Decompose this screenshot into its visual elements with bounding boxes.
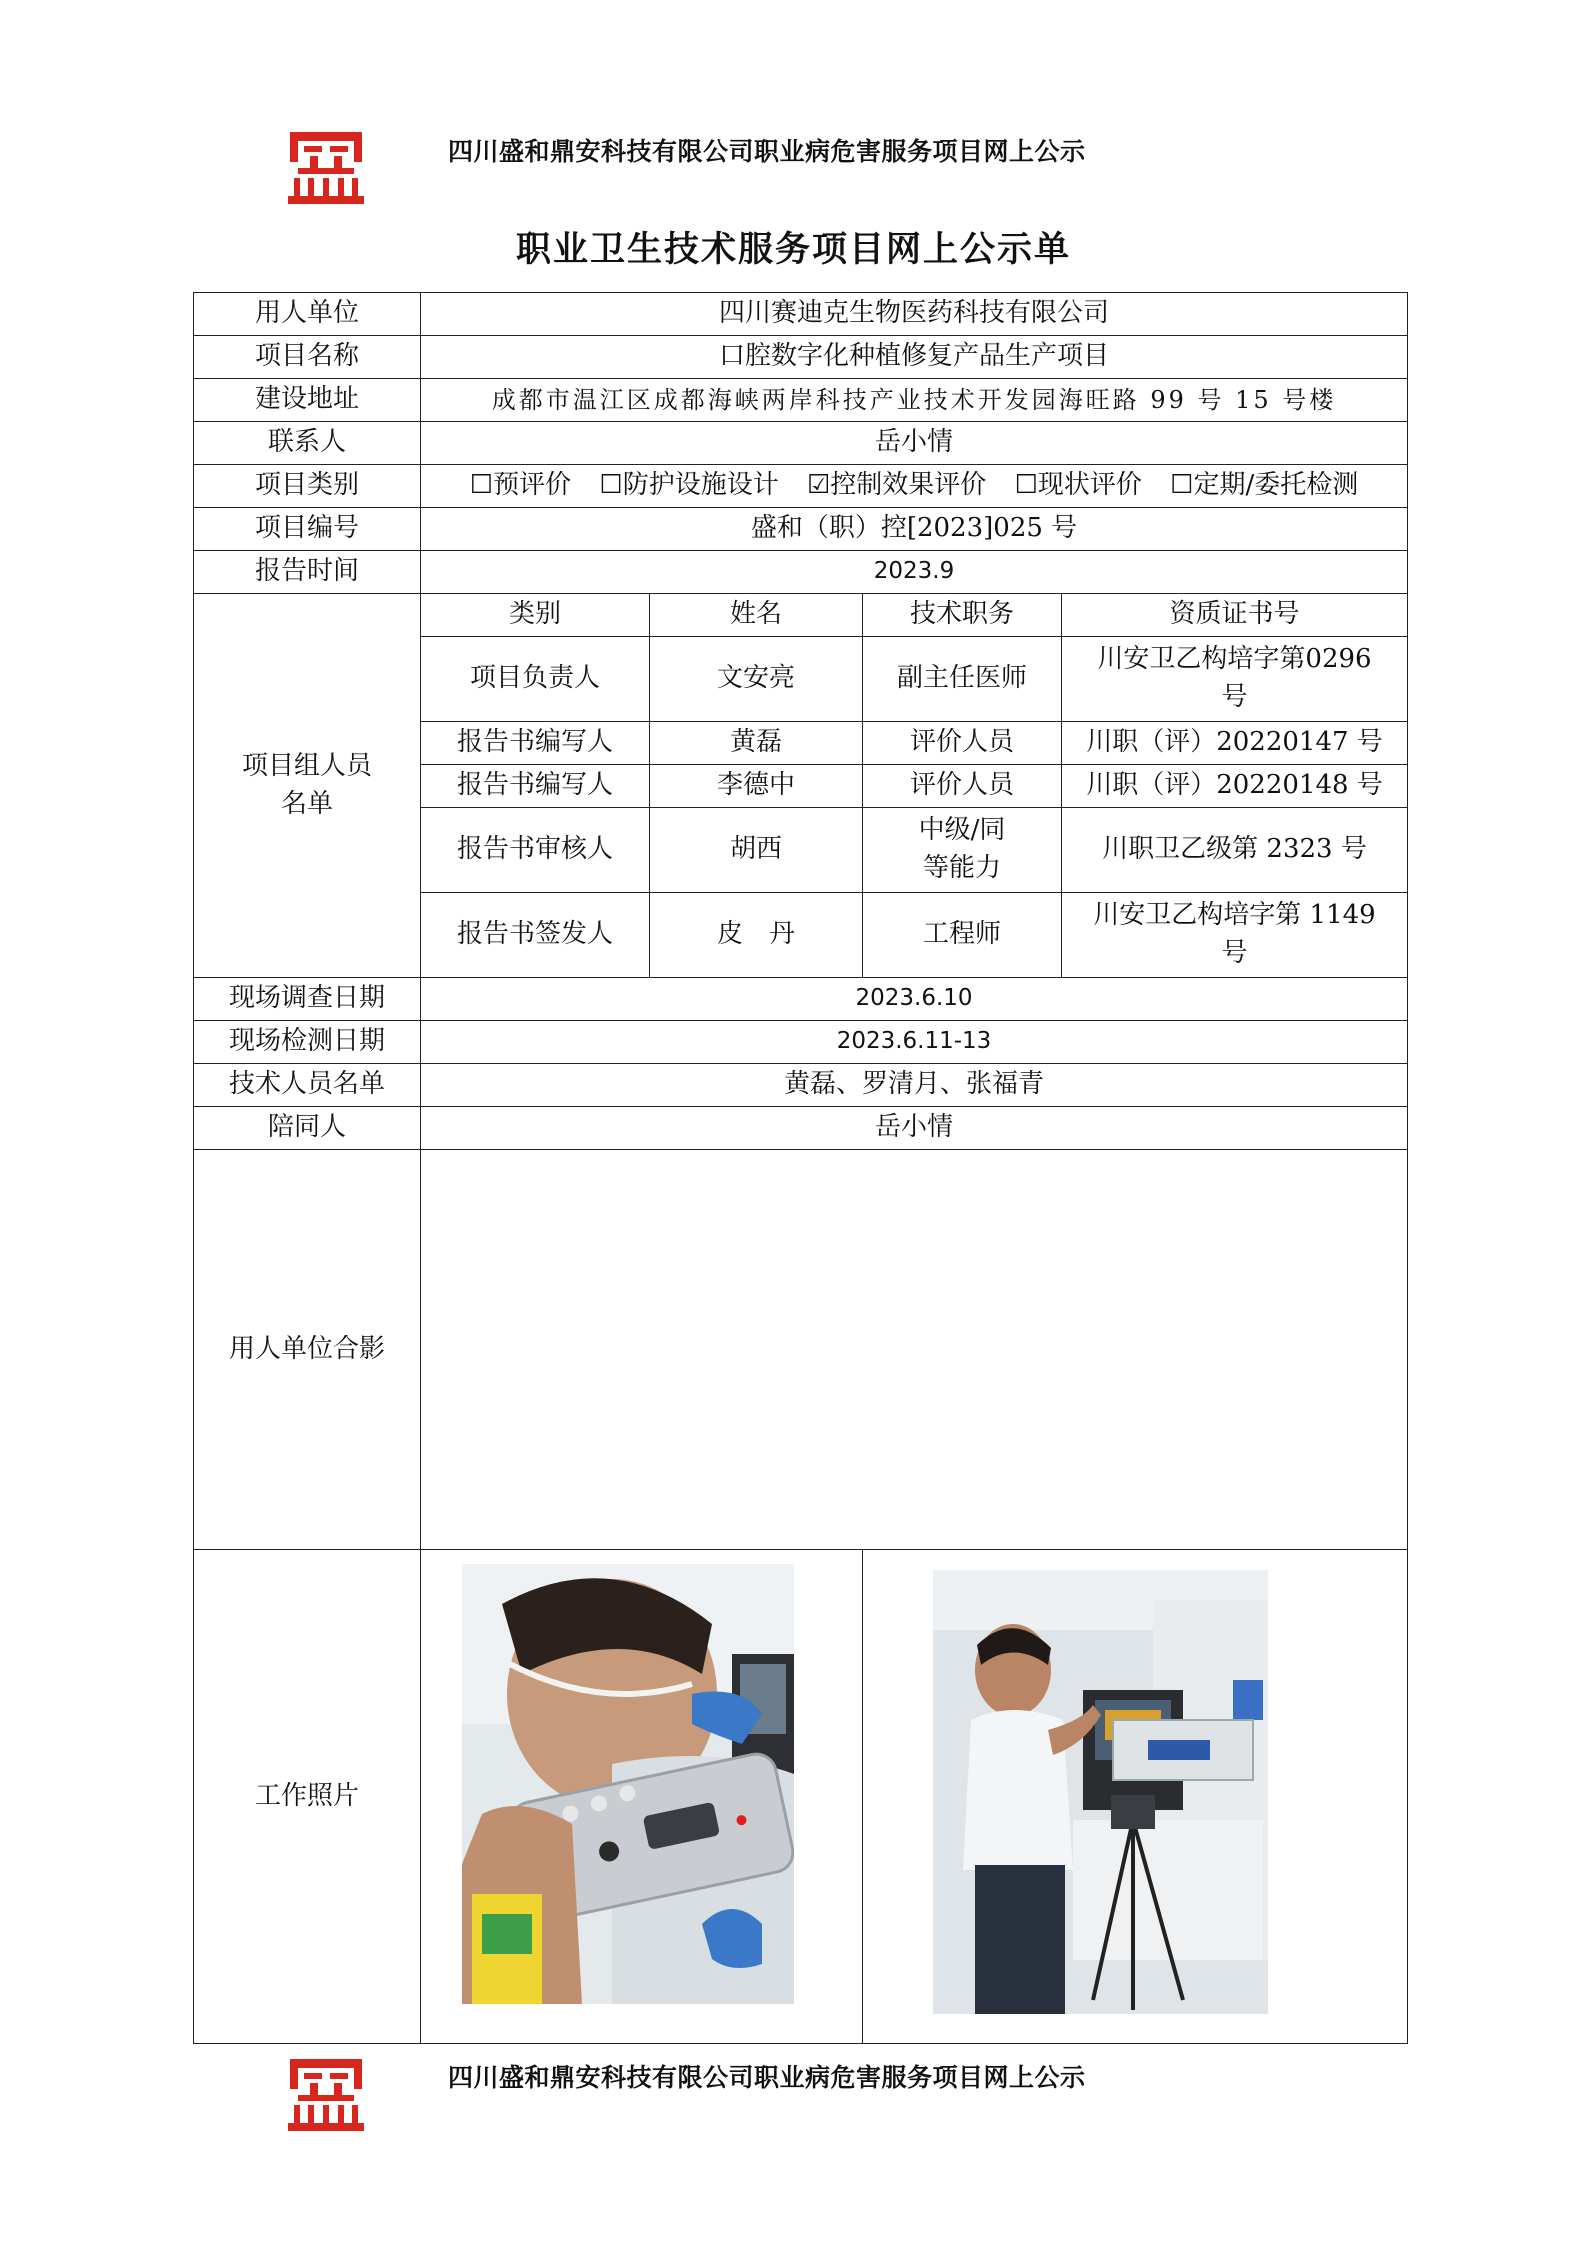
survey-date-value: 2023.6.10: [421, 978, 1408, 1021]
row-group-photo: [194, 1150, 1408, 1550]
project-no-label: 项目编号: [194, 508, 421, 551]
report-time-value: 2023.9: [421, 551, 1408, 594]
member-cert: 川职（评）20220148 号: [1062, 765, 1408, 808]
project-name-label: 项目名称: [194, 336, 421, 379]
team-header-cert: 资质证书号: [1062, 594, 1408, 637]
category-option-periodic-testing[interactable]: ☐定期/委托检测: [1170, 470, 1359, 501]
row-report-time: [194, 551, 1408, 594]
group-photo-label: 用人单位合影: [194, 1150, 421, 1550]
member-name: 皮 丹: [650, 893, 863, 978]
technicians-label: 技术人员名单: [194, 1064, 421, 1107]
row-test-date: [194, 1021, 1408, 1064]
project-name-value: 口腔数字化种植修复产品生产项目: [421, 336, 1408, 379]
member-cert: 川安卫乙构培字第 1149号: [1062, 893, 1408, 978]
member-title: 中级/同等能力: [863, 808, 1062, 893]
category-label: 项目类别: [194, 465, 421, 508]
row-technicians: [194, 1064, 1408, 1107]
member-role: 报告书编写人: [421, 765, 650, 808]
member-name: 李德中: [650, 765, 863, 808]
test-date-label: 现场检测日期: [194, 1021, 421, 1064]
row-work-photos: [194, 1550, 1408, 2044]
checkbox-icon: ☐: [469, 470, 494, 501]
contact-label: 联系人: [194, 422, 421, 465]
member-role: 项目负责人: [421, 637, 650, 722]
employer-label: 用人单位: [194, 293, 421, 336]
group-photo-area: [421, 1150, 1408, 1550]
team-header-title: 技术职务: [863, 594, 1062, 637]
work-photo-1: [462, 1564, 794, 2004]
checkbox-icon: ☐: [599, 470, 623, 501]
test-date-value: 2023.6.11-13: [421, 1021, 1408, 1064]
work-photo-2: [933, 1570, 1268, 2014]
member-role: 报告书签发人: [421, 893, 650, 978]
member-cert: 川职卫乙级第 2323 号: [1062, 808, 1408, 893]
row-project-no: [194, 508, 1408, 551]
escort-value: 岳小情: [421, 1107, 1408, 1150]
disclosure-form-table: [193, 292, 1408, 2044]
work-photo-cell-2: [863, 1550, 1408, 2044]
row-project-name: [194, 336, 1408, 379]
row-contact: [194, 422, 1408, 465]
row-employer: [194, 293, 1408, 336]
category-option-status-evaluation[interactable]: ☐现状评价: [1014, 470, 1142, 501]
member-role: 报告书编写人: [421, 722, 650, 765]
team-label: 项目组人员名单: [194, 594, 421, 978]
team-header-name: 姓名: [650, 594, 863, 637]
survey-date-label: 现场调查日期: [194, 978, 421, 1021]
member-name: 文安亮: [650, 637, 863, 722]
member-role: 报告书审核人: [421, 808, 650, 893]
address-label: 建设地址: [194, 379, 421, 422]
escort-label: 陪同人: [194, 1107, 421, 1150]
member-title: 工程师: [863, 893, 1062, 978]
report-time-label: 报告时间: [194, 551, 421, 594]
member-title: 副主任医师: [863, 637, 1062, 722]
category-option-pre-evaluation[interactable]: ☐预评价: [469, 470, 572, 501]
member-name: 胡西: [650, 808, 863, 893]
checkbox-icon: ☐: [1014, 470, 1038, 501]
row-survey-date: [194, 978, 1408, 1021]
team-header-category: 类别: [421, 594, 650, 637]
company-logo-icon: [288, 2055, 364, 2131]
category-option-protection-design[interactable]: ☐防护设施设计: [599, 470, 779, 501]
work-photos-label: 工作照片: [194, 1550, 421, 2044]
company-logo-icon: [288, 128, 364, 204]
address-value: 成都市温江区成都海峡两岸科技产业技术开发园海旺路 99 号 15 号楼: [421, 379, 1408, 422]
checkbox-icon: ☐: [1170, 470, 1194, 501]
category-options: [421, 465, 1408, 508]
member-cert: 川职（评）20220147 号: [1062, 722, 1408, 765]
company-header: 四川盛和鼎安科技有限公司职业病危害服务项目网上公示: [448, 137, 1086, 166]
member-name: 黄磊: [650, 722, 863, 765]
row-category: [194, 465, 1408, 508]
contact-value: 岳小情: [421, 422, 1408, 465]
member-title: 评价人员: [863, 722, 1062, 765]
member-title: 评价人员: [863, 765, 1062, 808]
row-address: [194, 379, 1408, 422]
work-photo-cell-1: [421, 1550, 863, 2044]
row-escort: [194, 1107, 1408, 1150]
member-cert: 川安卫乙构培字第0296号: [1062, 637, 1408, 722]
technicians-value: 黄磊、罗清月、张福青: [421, 1064, 1408, 1107]
company-footer: 四川盛和鼎安科技有限公司职业病危害服务项目网上公示: [448, 2063, 1086, 2092]
team-header-row: [194, 594, 1408, 637]
project-no-value: 盛和（职）控[2023]025 号: [421, 508, 1408, 551]
employer-value: 四川赛迪克生物医药科技有限公司: [421, 293, 1408, 336]
checkbox-checked-icon: ☑: [806, 470, 831, 501]
document-title: 职业卫生技术服务项目网上公示单: [515, 229, 1071, 270]
category-option-control-evaluation[interactable]: ☑控制效果评价: [806, 470, 987, 501]
